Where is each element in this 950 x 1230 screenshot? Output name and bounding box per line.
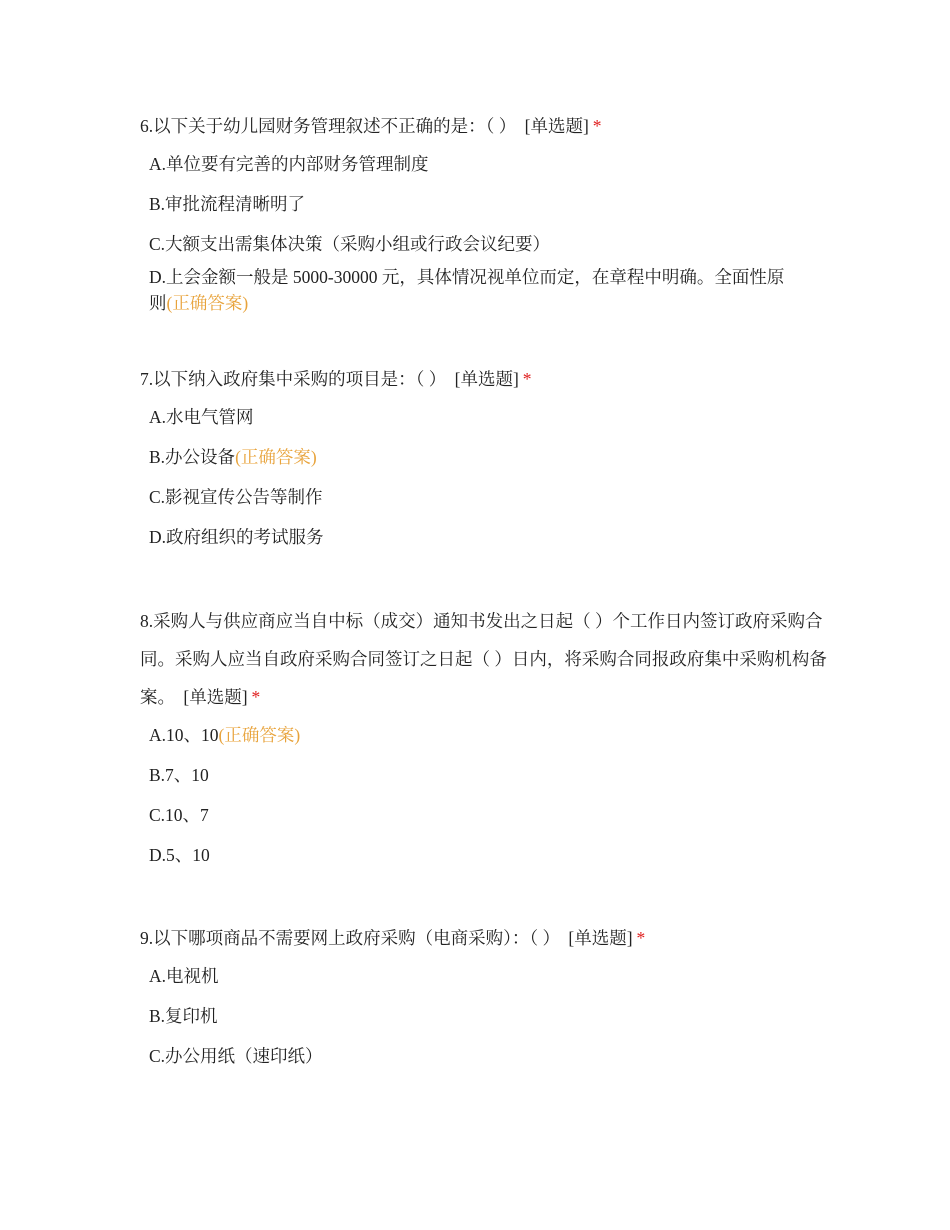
- question-7: [140, 360, 830, 564]
- question-title: [140, 919, 830, 957]
- required-mark: *: [251, 687, 261, 707]
- option-list: [149, 722, 830, 868]
- option-c[interactable]: [149, 231, 830, 257]
- question-number: 9.: [140, 928, 154, 948]
- question-9: [140, 919, 830, 1083]
- option-text: A.水电气管网: [149, 407, 254, 427]
- question-title: [140, 107, 830, 145]
- question-type: [单选题]: [183, 687, 248, 707]
- option-b[interactable]: [149, 1003, 830, 1029]
- option-list: [149, 404, 830, 550]
- correct-answer-mark: (正确答案): [218, 725, 301, 745]
- required-mark: *: [592, 116, 602, 136]
- option-d[interactable]: [149, 842, 830, 868]
- question-text: 以下纳入政府集中采购的项目是：（ ）: [153, 369, 447, 389]
- question-text: 以下哪项商品不需要网上政府采购（电商采购）：（ ）: [153, 928, 560, 948]
- option-text: D.政府组织的考试服务: [149, 527, 324, 547]
- required-mark: *: [636, 928, 646, 948]
- option-text: B.复印机: [149, 1006, 218, 1026]
- option-text: C.影视宣传公告等制作: [149, 487, 323, 507]
- option-d[interactable]: [149, 524, 830, 550]
- correct-answer-mark: (正确答案): [235, 447, 317, 467]
- option-b[interactable]: [149, 444, 830, 470]
- option-b[interactable]: [149, 762, 830, 788]
- question-number: 7.: [140, 369, 154, 389]
- option-text: B.审批流程清晰明了: [149, 194, 306, 214]
- option-text: B.7、10: [149, 765, 209, 785]
- question-type: [单选题]: [568, 928, 633, 948]
- question-8: [140, 602, 830, 882]
- option-text: B.办公设备: [149, 447, 236, 467]
- option-a[interactable]: [149, 404, 830, 430]
- question-text: 采购人与供应商应当自中标（成交）通知书发出之日起（ ）个工作日内签订政府采购合同。采购人应当自政府采购合同签订之日起（ ）日内，将采购合同报政府集中采购机构备案。: [140, 611, 827, 707]
- option-c[interactable]: [149, 484, 830, 510]
- option-text: C.10、7: [149, 805, 209, 825]
- option-text: C.办公用纸（速印纸）: [149, 1046, 323, 1066]
- question-number: 8.: [140, 611, 154, 631]
- option-d[interactable]: [149, 264, 799, 316]
- correct-answer-mark: (正确答案): [166, 293, 249, 313]
- option-text: A.电视机: [149, 966, 219, 986]
- option-text: D.5、10: [149, 845, 210, 865]
- option-text: A.10、10: [149, 725, 219, 745]
- option-list: [149, 151, 830, 316]
- question-type: [单选题]: [454, 369, 519, 389]
- question-title: [140, 360, 830, 398]
- question-title: [140, 602, 830, 716]
- option-a[interactable]: [149, 722, 830, 748]
- option-text: A.单位要有完善的内部财务管理制度: [149, 154, 429, 174]
- question-type: [单选题]: [524, 116, 589, 136]
- required-mark: *: [522, 369, 532, 389]
- option-b[interactable]: [149, 191, 830, 217]
- option-text: D.上会金额一般是 5000-30000 元，具体情况视单位而定，在章程中明确。全面性原则: [149, 267, 785, 313]
- option-text: C.大额支出需集体决策（采购小组或行政会议纪要）: [149, 234, 551, 254]
- option-c[interactable]: [149, 802, 830, 828]
- option-a[interactable]: [149, 963, 830, 989]
- option-a[interactable]: [149, 151, 830, 177]
- question-number: 6.: [140, 116, 154, 136]
- question-text: 以下关于幼儿园财务管理叙述不正确的是：（ ）: [153, 116, 517, 136]
- option-c[interactable]: [149, 1043, 830, 1069]
- question-6: [140, 107, 830, 330]
- option-list: [149, 963, 830, 1069]
